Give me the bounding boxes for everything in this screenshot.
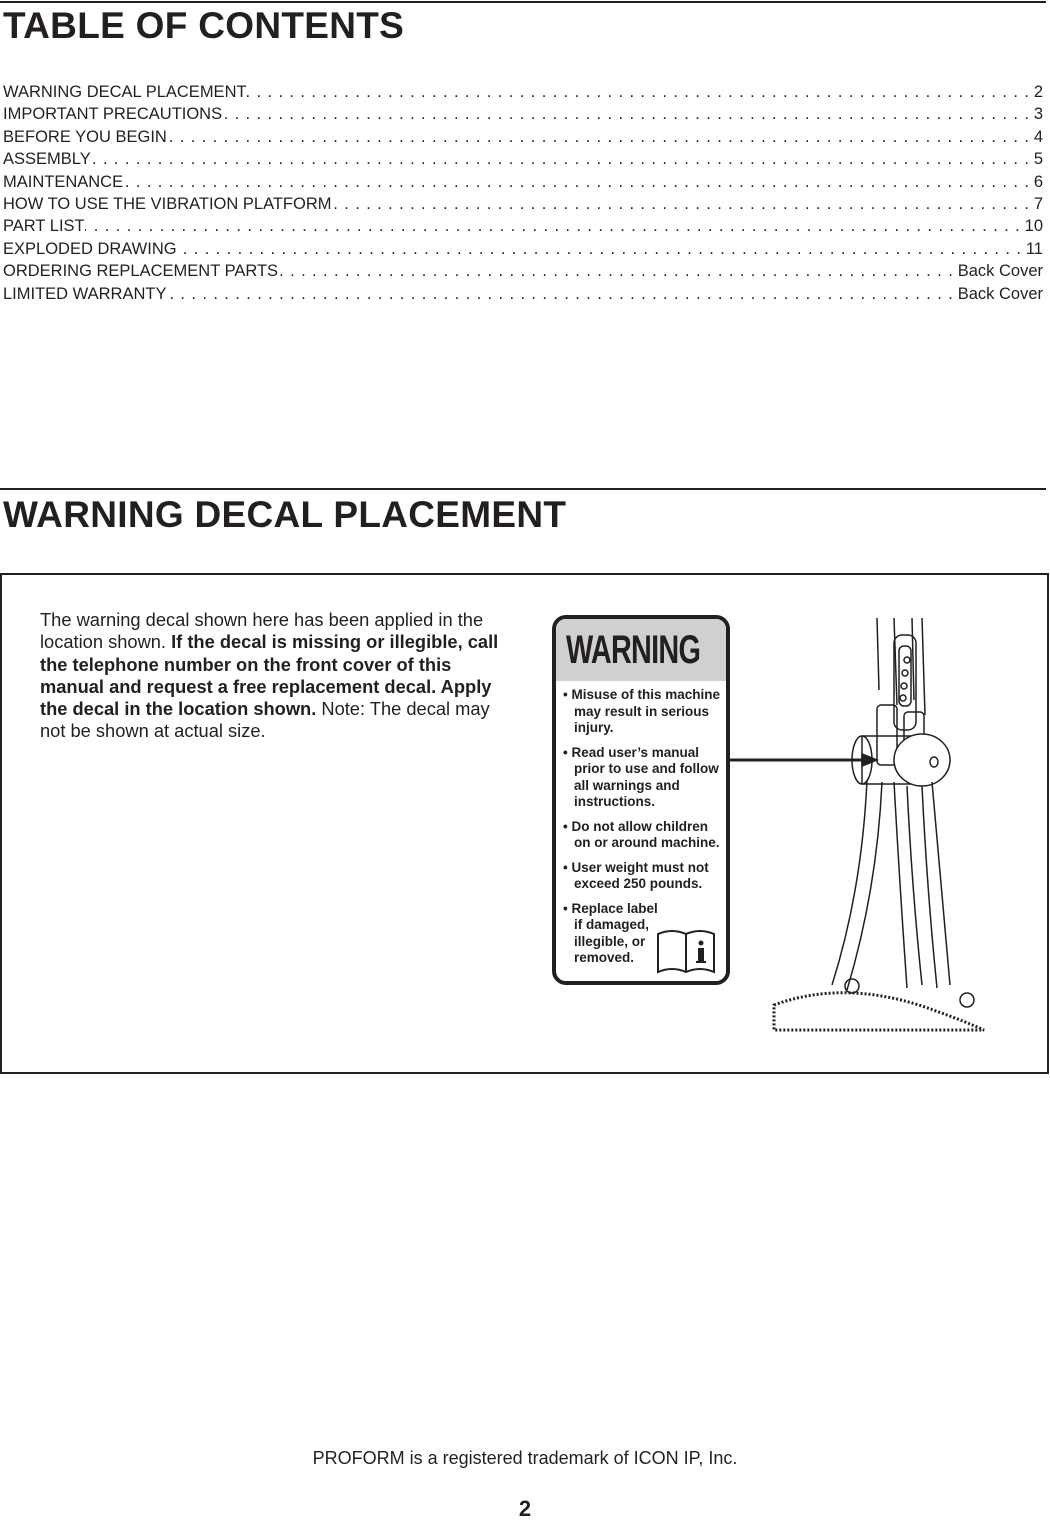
- decal-item: • Misuse of this machine may result in serious injury.: [563, 687, 722, 737]
- toc-entry-label: MAINTENANCE: [3, 172, 124, 191]
- bold-instructions: If the decal is missing or illegible, call the telephone number on the front cover of this manual and request a free replacement decal. Apply the decal in the location shown.: [40, 631, 499, 720]
- dot-leader: [332, 193, 1034, 215]
- trademark-notice: PROFORM is a registered trademark of ICON IP, Inc.: [312, 1448, 738, 1468]
- toc-entry[interactable]: [3, 283, 1043, 305]
- toc-entry-page: 11: [1025, 239, 1043, 258]
- manual-book-icon: [656, 926, 716, 974]
- decal-item: • Read user’s manual prior to use and follow all warnings and instructions.: [563, 745, 722, 811]
- toc-entry[interactable]: [3, 193, 1043, 215]
- toc-entry-label: ASSEMBLY: [3, 150, 91, 169]
- dot-leader: [247, 81, 1034, 103]
- toc-entry-label: ORDERING REPLACEMENT PARTS: [3, 262, 279, 281]
- toc-entry[interactable]: [3, 260, 1043, 282]
- toc-title: TABLE OF CONTENTS: [3, 5, 405, 46]
- dot-leader: [91, 148, 1034, 170]
- toc-entry[interactable]: [3, 148, 1043, 170]
- dot-leader: [278, 260, 958, 282]
- toc-entry[interactable]: [3, 238, 1043, 260]
- platform-illustration: [722, 610, 1022, 1040]
- warning-decal: [552, 615, 730, 985]
- toc-entry-page: 5: [1033, 150, 1043, 169]
- decal-item: • Replace label if damaged, illegible, or removed.: [563, 901, 659, 967]
- table-of-contents: [3, 81, 1043, 305]
- intro-text: The warning decal shown here has been applied in the location shown.: [40, 609, 484, 653]
- toc-entry-page: 3: [1033, 105, 1043, 124]
- dot-leader: [177, 238, 1026, 260]
- section-rule: [0, 488, 1046, 490]
- toc-entry-label: WARNING DECAL PLACEMENT: [3, 83, 247, 101]
- dot-leader: [167, 126, 1034, 148]
- toc-entry-page: 10: [1024, 217, 1043, 236]
- dot-leader: [222, 103, 1034, 125]
- toc-entry[interactable]: [3, 171, 1043, 193]
- decal-item: • User weight must not exceed 250 pounds.: [563, 860, 722, 893]
- decal-placement-box: [0, 573, 1049, 1074]
- toc-entry-page: Back Cover: [957, 284, 1043, 303]
- toc-entry-label: PART LIST: [3, 217, 85, 236]
- dot-leader: [85, 215, 1025, 237]
- toc-entry-page: Back Cover: [957, 262, 1043, 281]
- decal-item: • Do not allow children on or around machine.: [563, 819, 722, 852]
- toc-entry-label: EXPLODED DRAWING: [3, 239, 177, 258]
- toc-entry-page: 6: [1033, 172, 1043, 191]
- section-title: WARNING DECAL PLACEMENT: [3, 494, 567, 535]
- toc-entry-label: LIMITED WARRANTY: [3, 284, 167, 303]
- toc-entry-page: 7: [1033, 194, 1043, 213]
- dot-leader: [166, 283, 957, 305]
- toc-entry[interactable]: [3, 103, 1043, 125]
- toc-entry[interactable]: [3, 126, 1043, 148]
- toc-entry[interactable]: [3, 215, 1043, 237]
- toc-entry-label: HOW TO USE THE VIBRATION PLATFORM: [3, 194, 332, 213]
- toc-entry-label: IMPORTANT PRECAUTIONS: [3, 105, 223, 124]
- decal-instructions: [40, 609, 510, 743]
- toc-entry-page: 4: [1033, 127, 1043, 146]
- page-number: 2: [518, 1496, 532, 1521]
- note-text: Note: The decal may not be shown at actual size.: [40, 698, 490, 742]
- dot-leader: [123, 171, 1034, 193]
- toc-entry-label: BEFORE YOU BEGIN: [3, 127, 167, 146]
- toc-entry[interactable]: [3, 81, 1043, 103]
- top-rule: [0, 1, 1046, 3]
- decal-title: WARNING: [566, 627, 701, 672]
- toc-entry-page: 2: [1033, 83, 1043, 101]
